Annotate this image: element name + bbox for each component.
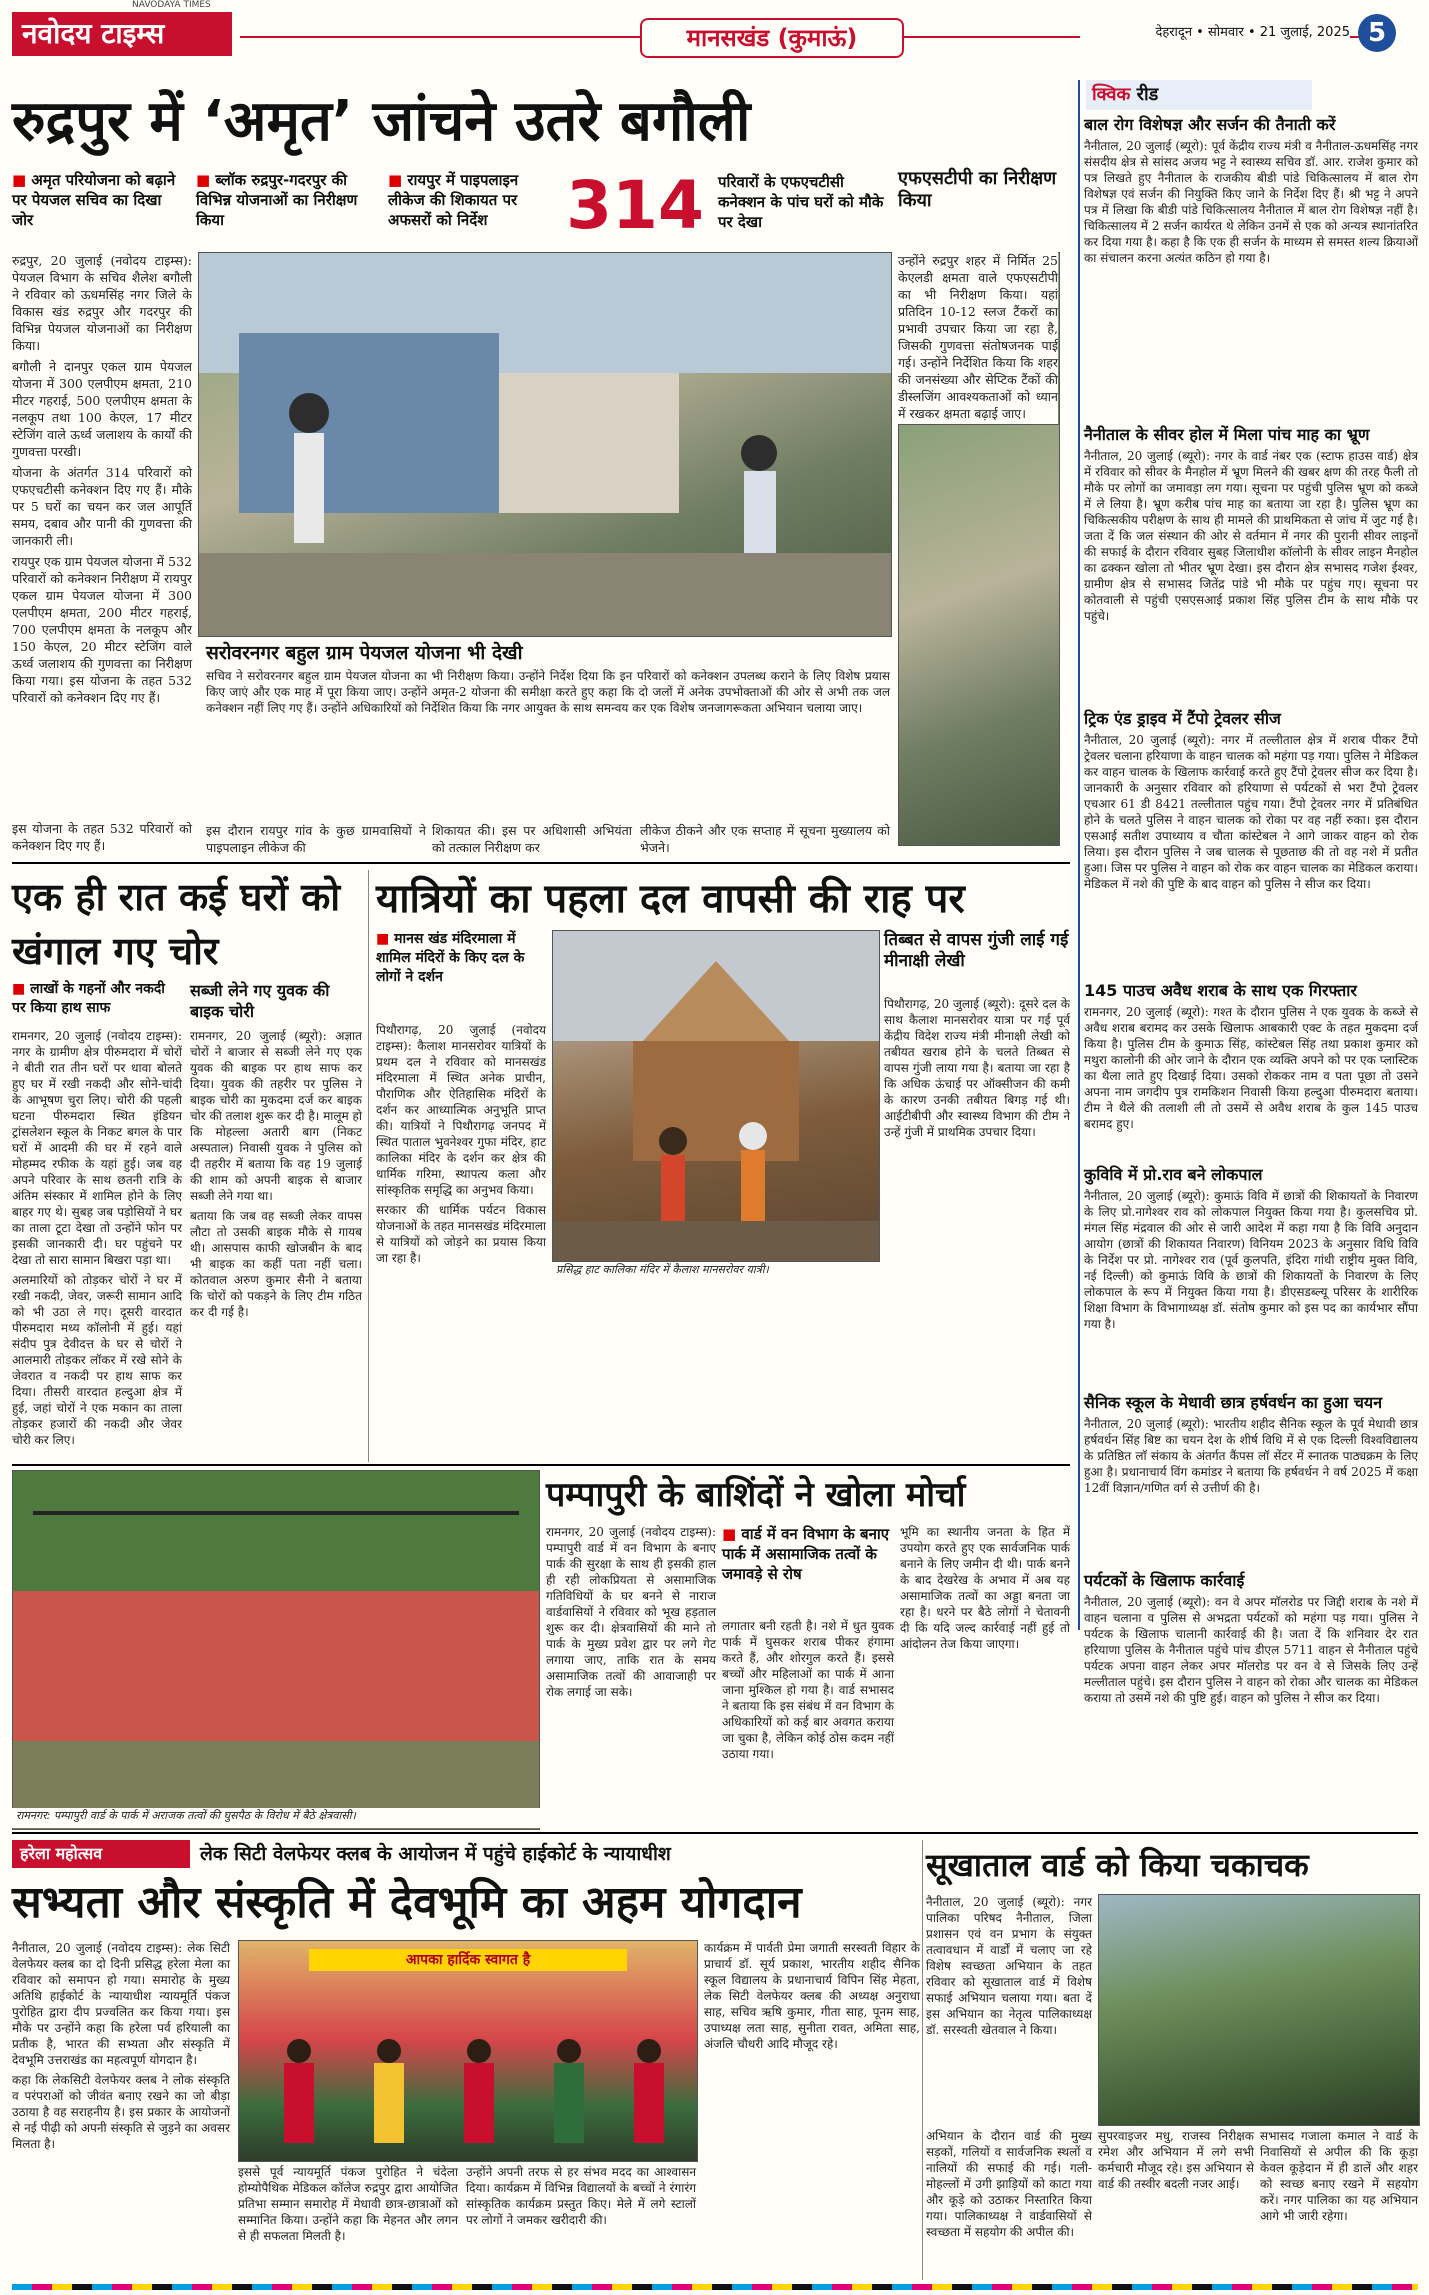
yatra-body-1 [376,1022,546,1462]
chor-headline: एक ही रात कई घरों को खंगाल गए चोर [12,875,341,973]
harela-banner: आपका हार्दिक स्वागत है [309,1949,627,1971]
pampapuri-photo [12,1470,540,1830]
yatra-body-1-p2: सरकार की धार्मिक पर्यटन विकास योजनाओं के तहत मानसखंड मंदिरमाला से यात्रियों को जोड़ने का प्रयास किया जा रहा है। [376,1203,546,1265]
yatra-photo [552,930,880,1262]
lead-bottom-4: लीकेज ठीकने और एक सप्ताह में सूचना मुख्यालय को भेजने। [640,823,890,855]
lead-kicker-1-text: ■ अमृत परियोजना को बढ़ाने पर पेयजल सचिव का दिखा जोर [12,170,182,230]
lead-col-1 [12,252,192,858]
qr-p7: नैनीताल, 20 जुलाई (ब्यूरो): वन वे अपर माॅलरोड पर जिद्दी शराब के नशे में वाहन चलाना व पुलिस से अभद्रता पर्यटकों को महंगा पड़ गया। पुलिस ने पर्यटक के खिलाफ चालानी कार्रवाई की है। जता दें कि शनिवार देर रात हरियाणा पुलिस के नैनीताल पहुंचे पांच डीएल 5711 वाहन से नैनीताल पहुंचे पर्यटक अपना वाहन लेकर अपर माॅलरोड पर वन वे से जिसके लिए उन्हें मल्लीताल पहुंचे। इस दौरान पुलिस ने वाहन को रोका और चालक का मेडिकल कराया तो उसमें नशे की पुष्टि हुई। वाहन को पुलिस ने सीज कर दिया। [1084,1595,1418,1705]
lead-p3: योजना के अंतर्गत 314 परिवारों को एफएचटीसी कनेक्शन दिए गए हैं। मौके पर 5 घरों का चयन कर जल आपूर्ति समय, दबाव और पानी की गुणवत्ता की जानकारी ली। [12,465,192,548]
harela-body-4: कार्यक्रम में पार्वती प्रेमा जगाती सरस्वती विहार के प्राचार्य डॉ. सूर्य प्रकाश, भारतीय शहीद सैनिक स्कूल विद्यालय के प्रधानाचार्य विपिन सिंह मेहता, लेक सिटी वेलफेयर क्लब की अध्यक्ष अनुराधा साह, सचिव ऋषि कुमार, गीता साह, पूनम साह, उपाध्यक्ष लता साह, सुनीता रावत, अमिता साह, अंजलि चौधरी आदि मौजूद रहे। [704,1941,920,2051]
chor-sub-1-text: ■ लाखों के गहनों और नकदी पर किया हाथ साफ [12,980,182,1018]
yatra-body-1-p1: पिथौरागढ़, 20 जुलाई (नवोदय टाइम्स): कैलाश मानसरोवर यात्रियों के प्रथम दल ने रविवार को मानसखंड मंदिरमाला में स्थित अनेक प्राचीन, पौराणिक और ऐतिहासिक मंदिरों के दर्शन कर आध्यात्मिक अनुभूति प्राप्त की। यात्रियों ने पिथौरागढ़ जनपद में स्थित पाताल भुवनेश्वर गुफा मंदिर, हाट कालिका मंदिर के दर्शन कर क्षेत्र की धार्मिक गरिमा, स्थापत्य कला और सांस्कृतिक समृद्धि का अनुभव किया। [376,1023,546,1197]
stp-block [898,168,1058,252]
lead-photo-head: सरोवरनगर बहुल ग्राम पेयजल योजना भी देखी [206,642,523,664]
sukhatal-body-1-p1: नैनीताल, 20 जुलाई (ब्यूरो): नगर पालिका परिषद नैनीताल, जिला प्रशासन एवं वन प्रभाग के संयुक्त तत्वावधान में वार्डों में चलाए जा रहे विशेष स्वच्छता अभियान के तहत रविवार को सूखाताल वार्ड में विशेष सफाई अभियान चलाया गया। बता दें इस अभियान का नेतृत्व पालिकाध्यक्ष डॉ. सरस्वती खेतवाल ने किया। [926,1895,1092,2037]
section-title: मानसखंड (कुमाऊं) [640,18,904,58]
sukhatal-photo [1098,1894,1420,2126]
stp-body: उन्होंने रुद्रपुर शहर में निर्मित 25 केएलडी क्षमता वाले एफएसटीपी का भी निरीक्षण किया। यहां प्रतिदिन 10-12 स्लज टैंकरों का प्रभावी उपचार किया जा रहा है, जिसकी गुणवत्ता संतोषजनक पाई गई। उन्होंने निर्देशित किया कि शहर की जनसंख्या और सेप्टिक टैंकों की डीस्लजिंग आवश्यकताओं को ध्यान में रखकर क्षमता बढ़ाई जाए। [898,252,1058,632]
harela-body-1-p1: नैनीताल, 20 जुलाई (नवोदय टाइम्स): लेक सिटी वेलफेयर क्लब का दो दिनी प्रसिद्ध हरेला मेला का रविवार को समापन हो गया। समारोह के मुख्य अतिथि हाईकोर्ट के न्यायाधीश न्यायमूर्ति पंकज पुरोहित द्वारा दीप प्रज्वलित कर किया गया। इस मौके पर उन्होंने कहा कि हरेला पर्व हरियाली का प्रतीक है, भारत की सभ्यता और संस्कृति में देवभूमि उत्तराखंड का महत्वपूर्ण योगदान है। [12,1941,230,2067]
pampapuri-body-1: रामनगर, 20 जुलाई (नवोदय टाइम्स): पम्पापुरी वार्ड में वन विभाग के बनाए पार्क की सुरक्षा के साथ ही इसकी हाल ही रही लोकप्रियता से असामाजिक गतिविधियों के घर बनने से नाराज वार्डवासियों ने रविवार को भूख हड़ताल शुरू कर दी। क्षेत्रवासियों की माने तो पार्क के मुख्य प्रवेश द्वार पर लगे गेट लगाया जाए, ताकि रात के समय असामाजिक तत्वों की आवाजाही पर रोक लगाई जा सके। [546,1525,716,1699]
lead-photo-body: सचिव ने सरोवरनगर बहुल ग्राम पेयजल योजना का भी निरीक्षण किया। उन्होंने निर्देश दिया कि इन परिवारों को कनेक्शन उपलब्ध कराने के लिए विशेष प्रयास किए जाएं और एक माह में पूरा किया जाए। उन्होंने अमृत-2 योजना की समीक्षा करते हुए कहा कि दो जलों में अनेक उपभोक्ताओं की ओर से अभी तक जल कनेक्शन नहीं लिए गए हैं। उन्होंने अधिकारियों को निर्देशित किया कि नगर आयुक्त के साथ समन्वय कर एक विशेष जनजागरूकता अभियान चलाया जाए। [206,669,890,715]
pampapuri-sub [722,1524,894,1614]
chor-body-2 [190,1028,362,1462]
lead-kicker-3-text: ■ रायपुर में पाइपलाइन लीकेज की शिकायत पर अफसरों को निर्देश [388,170,548,230]
chor-sub-1 [12,980,182,1026]
divider-chor [368,870,369,1462]
sukhatal-headline: सूखाताल वार्ड को किया चकाचक [926,1846,1309,1884]
quick-read-tag [1086,80,1312,110]
harela-photo [238,1940,698,2162]
qr-p5: नैनीताल, 20 जुलाई (ब्यूरो): कुमाऊं विवि में छात्रों की शिकायतों के निवारण के लिए प्रो.नागेश्वर राव को लोकपाल नियुक्त किया गया है। कुलसचिव प्रो. मंगल सिंह मंद्रवाल की ओर से जारी आदेश में कहा गया है कि विवि अनुदान आयोग (छात्रों की शिकायत निवारण) विनियम 2023 के अनुसार विधि विवि के निर्देश पर प्रो. नागेश्वर राव (पूर्व कुलपति, इंदिरा गांधी राष्ट्रीय मुक्त विवि, नई दिल्ली) को कुमाऊं विवि के छात्रों की शिकायतों के निवारण के लिए लोकपाल के रूप में नियुक्त किया गया है। डीएसडब्ल्यू परिसर के शारीरिक शिक्षा विभाग के विभागाध्यक्ष डॉ. संतोष कुमार को इस पद का कार्यभार सौंपा गया है। [1084,1189,1418,1331]
paper-logo-small: NAVODAYA TIMES [132,0,211,10]
pampapuri-body-2: लगातार बनी रहती है। नशे में धुत युवक पार्क में घुसकर शराब पीकर हंगामा करते हैं, और शोरगुल करते हैं। इससे बच्चों और महिलाओं का पार्क में आना जाना मुश्किल हो गया है। वार्ड सभासद ने बताया कि इस संबंध में वन विभाग के अधिकारियों को कई बार अवगत कराया जा चुका है, लेकिन कोई ठोस कदम नहीं उठाया गया। [722,1619,894,1761]
yatra-sub-2: तिब्बत से वापस गुंजी लाई गई मीनाक्षी लेखी [884,930,1069,971]
chor-body-2-p2: बताया कि जब वह सब्जी लेकर वापस लौटा तो उसकी बाइक मौके से गायब थी। आसपास काफी खोजबीन के बाद भी बाइक का कहीं पता नहीं चला। कोतवाल अरुण कुमार सैनी ने बताया कि चोरों को पकड़ने के लिए टीम गठित कर दी गई है। [190,1209,362,1319]
harela-tag: हरेला महोत्सव [12,1840,190,1868]
pampapuri-sub-text: ■ वार्ड में वन विभाग के बनाए पार्क में असामाजिक तत्वों के जमावड़े से रोष [722,1524,894,1584]
qr-h7: पर्यटकों के खिलाफ कार्रवाई [1084,1571,1245,1590]
page-number: 5 [1358,14,1396,52]
harela-headline: सभ्यता और संस्कृति में देवभूमि का अहम योगदान [12,1877,802,1928]
lead-p4: रायपुर एक ग्राम पेयजल योजना में 532 परिवारों को कनेक्शन निरीक्षण में रायपुर एकल ग्राम पेयजल योजना में 300 एलपीएम क्षमता, 200 मीटर गहराई, 700 एलपीएम क्षमता के नलकूप और 150 केएल, 20 मीटर स्टेजिंग वाले ऊर्ध्व जलाशय की गुणवत्ता का निरीक्षण किया गया। इस योजना के तहत 532 परिवारों को कनेक्शन दिए गए हैं। [12,554,192,705]
lead-headline: रुद्रपुर में ‘अमृत’ जांचने उतरे बगौली [12,89,751,154]
yatra-sub-1 [376,930,546,1020]
qr-h5: कुविवि में प्रो.राव बने लोकपाल [1084,1165,1263,1184]
lead-big-number: 314 [566,167,704,244]
harela-body-1 [12,1940,230,2280]
qr-p3: नैनीताल, 20 जुलाई (ब्यूरो): नगर में तल्लीताल क्षेत्र में शराब पीकर टैंपो ट्रेवलर चलाना हरियाणा के वाहन चालक को महंगा पड़ गया। पुलिस ने मेडिकल कर वाहन चालक के खिलाफ कार्रवाई करते हुए टैंपो ट्रेवलर सीज कर दिया है। जानकारी के अनुसार रविवार को हरियाणा से पर्यटकों से भरा टैंपो ट्रेवलर एचआर 61 डी 8421 तल्लीताल पहुंच गया। टैंपो ट्रेवलर नगर में प्रतिबंधित होने के चलते पुलिस ने वाहन चालक को रोका पर वह नहीं रुका। इस दौरान एसआई सतीश उपाध्याय व चौता कांस्टेबल ने आगे जाकर वाहन को रोक लिया। इस दौरान पुलिस ने जब चालक से पूछताछ की तो वह नशे में प्रतीत हुआ। जिस पर पुलिस ने वाहन को रोक कर वाहन चालक का मेडिकल कराया। मेडिकल में नशे की पुष्टि के बाद वाहन को पुलिस ने सीज कर दिया। [1084,733,1418,891]
divider-harela [922,1840,923,2280]
harela-body-2: इससे पूर्व न्यायमूर्ति पंकज पुरोहित ने चंदेला होम्योपैथिक मेडिकल कॉलेज रुद्रपुर द्वारा आयोजित प्रतिभा सम्मान समारोह में मेधावी छात्र-छात्राओं को सम्मानित किया। उन्होंने कहा कि मेहनत और लगन से ही सफलता मिलती है। [238,2165,458,2243]
qr-h2: नैनीताल के सीवर होल में मिला पांच माह का भ्रूण [1084,425,1370,444]
divider-yatra [12,1464,1070,1466]
stp-head: एफएसटीपी का निरीक्षण किया [898,168,1057,211]
divider-lead [12,862,1070,864]
yatra-sub-1-text: ■ मानस खंड मंदिरमाला में शामिल मंदिरों के किए दल के लोगों ने दर्शन [376,930,546,987]
harela-body-3: उन्होंने अपनी तरफ से हर संभव मदद का आश्वासन दिया। कार्यक्रम में विभिन्न विद्यालयों के बच्चों ने रंगारंग सांस्कृतिक कार्यक्रम प्रस्तुत किए। मेले में लगे स्टालों पर लोगों ने जमकर खरीदारी की। [466,2165,696,2227]
paper-logo-name: नवोदय टाइम्स [22,17,165,50]
dateline: देहरादून • सोमवार • 21 जुलाई, 2025 [1080,22,1350,42]
qr-h3: ट्रिक एंड ड्राइव में टैंपो ट्रेवलर सीज [1084,709,1281,728]
quick-read-tag-a: क्विक [1092,84,1131,105]
yatra-photo-illustration [553,931,879,1261]
qr-p6: नैनीताल, 20 जुलाई (ब्यूरो): भारतीय शहीद सैनिक स्कूल के पूर्व मेधावी छात्र हर्षवर्धन सिंह बिष्ट का चयन देश के शीर्ष विधि में से एक दिल्ली विश्वविद्यालय के प्रतिष्ठित लाॅ संकाय के अंतर्गत कैंपस लॉ सेंटर में स्नातक पाठ्यक्रम के लिए हुआ है। प्रधानाचार्य विंग कमांडर ने बताया कि हर्षवर्धन ने वर्ष 2025 में कक्षा 12वीं विज्ञान/गणित वर्ग से उत्तीर्ण की है। [1084,1417,1418,1495]
yatra-caption: प्रसिद्ध हाट कालिका मंदिर में कैलाश मानसरोवर यात्री। [552,1262,886,1280]
chor-body-2-p1: रामनगर, 20 जुलाई (ब्यूरो): अज्ञात चोरों ने बाजार से सब्जी लेने गए एक युवक की बाइक पर हाथ साफ कर दिया। युवक की तहरीर पर पुलिस ने बाइक चोरी का मुकदमा दर्ज कर बाइक चोर की तलाश शुरू कर दी है। मालूम हो कि मोहल्ला अतारी बाग (निकट अस्पताल) निवासी युवक ने पुलिस को दी तहरीर में बताया कि वह 19 जुलाई की शाम को अपनी बाइक से बाजार सब्जी लेने गया था। [190,1029,362,1203]
harela-dancers [239,1941,697,2161]
sukhatal-body-1 [926,1894,1092,2124]
sukhatal-body-4: सभासद गजाला कमाल ने वार्ड के निवासियों से अपील की कि कूड़ा केवल कूड़ेदान में ही डालें और शहर को स्वच्छ बनाए रखने में सहयोग करें। नगर पालिका का यह अभियान आगे भी जारी रहेगा। [1260,2129,1418,2223]
pampapuri-body-3: भूमि का स्थानीय जनता के हित में उपयोग करते हुए एक सार्वजनिक पार्क बनाने के लिए जमीन दी थी। पार्क बनने के बाद देखरेख के अभाव में अब यह असामाजिक तत्वों का अड्डा बनता जा रहा है। धरने पर बैठे लोगों ने चेतावनी दी कि यदि जल्द कार्रवाई नहीं हुई तो आंदोलन तेज किया जाएगा। [900,1525,1070,1651]
qr-h6: सैनिक स्कूल के मेधावी छात्र हर्षवर्धन का हुआ चयन [1084,1393,1383,1412]
lead-kicker-2 [196,170,376,242]
lead-bottom-3: शिकायत की। इस पर अधिशासी अभियंता को तत्काल निरीक्षण कर [432,823,632,855]
masthead [0,0,1429,70]
yatra-headline: यात्रियों का पहला दल वापसी की राह पर [376,876,965,922]
divider-pampapuri [12,1832,1418,1834]
pampapuri-caption: रामनगर: पम्पापुरी वार्ड के पार्क में अराजक तत्वों की घुसपैठ के विरोध में बैठे क्षेत्रवासी। [12,1808,546,1828]
sukhatal-body-2: अभियान के दौरान वार्ड की मुख्य सड़कों, गलियों व सार्वजनिक स्थलों व नालियों की सफाई की गई। गली-मोहल्लों में उगी झाड़ियों को काटा गया और कूड़े को उठाकर निस्तारित किया गया। पालिकाध्यक्ष ने वार्डवासियों से स्वच्छता में सहयोग की अपील की। [926,2129,1092,2239]
yatra-body-2: पिथौरागढ़, 20 जुलाई (ब्यूरो): दूसरे दल के साथ कैलाश मानसरोवर यात्रा पर गई पूर्व केंद्रीय विदेश राज्य मंत्री मीनाक्षी लेखी को तबीयत खराब होने के चलते तिब्बत से वापस गुंजी लाया गया है। बताया जा रहा है कि अधिक ऊंचाई पर ऑक्सीजन की कमी के कारण उनकी तबीयत बिगड़ गई थी। आईटीबीपी और स्वास्थ्य विभाग की टीम ने उन्हें गुंजी में प्राथमिक उपचार दिया। [884,997,1070,1139]
chor-body-1 [12,1028,182,1462]
lead-kicker-1 [12,170,182,242]
lead-p2: बगौली ने दानपुर एकल ग्राम पेयजल योजना में 300 एलपीएम क्षमता, 210 मीटर गहराई, 500 एलपीएम क्षमता के नलकूप तथा 100 केएल, 17 मीटर स्टेजिंग वाले ऊर्ध्व जलाशय के कार्यों की गुणवत्ता परखी। [12,359,192,459]
lead-kicker-2-text: ■ ब्लॉक रुद्रपुर-गदरपुर की विभिन्न योजनाओं का निरीक्षण किया [196,170,376,230]
chor-sub-2: सब्जी लेने गए युवक की बाइक चोरी [190,981,330,1021]
quick-read-tag-b: रीड [1130,84,1159,105]
qr-h1: बाल रोग विशेषज्ञ और सर्जन की तैनाती करें [1084,115,1336,134]
qr-p4: रामनगर, 20 जुलाई (ब्यूरो): गश्त के दौरान पुलिस ने एक युवक के कब्जे से अवैध शराब बरामद कर उसके खिलाफ आबकारी एक्ट के तहत मुकदमा दर्ज किया है। पुलिस टीम के कुमाऊ सिंह, कांस्टेबल सिंह तथा प्रकाश कुमार को मथुरा कालोनी की ओर जाने के दौरान एक व्यक्ति अपने को पर एक प्लास्टिक का थैला लाते हुए दिखाई दिया। उसको रोककर नाम व पता पूछा तो उसने अपना नाम जगदीप पुत्र रामकिशन निवासी किया हल्दुआ पीरुमदारा बताया। टीम ने थैले की तलाशी ली तो उसमें से अवैध शराब के कुल 145 पाउच बरामद हुए। [1084,1005,1418,1131]
paper-logo [12,0,232,56]
lead-bottom-2: इस दौरान रायपुर गांव के कुछ ग्रामवासियों ने पाइपलाइन लीकेज की [206,823,426,855]
registration-strip [12,2284,1418,2290]
chor-body-1-p2: अलमारियों को तोड़कर चोरों ने घर में रखी नकदी, जेवर, जरूरी सामान आदि को भी उठा ले गए। दूसरी वारदात पीरुमदारा मध्य कॉलोनी में हुई। यहां संदीप पुत्र देवीदत्त के घर से चोरों ने आलमारी तोड़कर लॉकर में रखे सोने के जेवरात व नकदी पर हाथ साफ कर दिया। तीसरी वारदात हल्दुआ क्षेत्र में हुई, जहां चोरों ने एक मकान का ताला तोड़कर हजारों की नकदी और जेवर चोरी कर लिए। [12,1273,182,1447]
lead-photo-3 [898,424,1060,846]
chor-body-1-p1: रामनगर, 20 जुलाई (नवोदय टाइम्स): नगर के ग्रामीण क्षेत्र पीरुमदारा में चोरों ने बीती रात तीन घरों पर धावा बोलते हुए घर में रखी नकदी और सोने-चांदी के आभूषण चुरा लिए। चोरी की पहली घटना पीरुमदारा स्थित इंडियन ट्रांसलेशन स्कूल के निकट बगल के पार घरों में आदमी की घर में रहने वाले मोहम्मद रफीक के यहां हुई। जब वह अपने परिवार के साथ छतनी रात्रि के अंतिम संस्कार में शामिल होने के लिए बाहर गए थे। सुबह जब पड़ोसियों ने घर का ताला टूटा देखा तो उन्होंने फोन पर इसकी जानकारी दी। घर पहुंचने पर देखा तो सारा सामान बिखरा पड़ा था। [12,1029,182,1267]
lead-p1: रुद्रपुर, 20 जुलाई (नवोदय टाइम्स): पेयजल विभाग के सचिव शैलेश बगौली ने रविवार को ऊधमसिंह नगर जिले के विकास खंड रुद्रपुर और गदरपुर की विभिन्न पेयजल योजनाओं का निरीक्षण किया। [12,253,192,353]
lead-photo [198,252,892,637]
qr-p2: नैनीताल, 20 जुलाई (ब्यूरो): नगर के वार्ड नंबर एक (स्टाफ हाउस वार्ड) क्षेत्र में रविवार को सीवर के मैनहोल में भ्रूण मिलने की खबर क्षण की तरह फैली तो मौके पर लोगों का जमावड़ा लग गया। सूचना पर पहुंची पुलिस भ्रूण को कब्जे में ले लिया है। भ्रूण करीब पांच माह का बताया जा रहा है। पुलिस भ्रूण का चिकित्सकीय परीक्षण के साथ ही मामले की प्राथमिकता से जांच में जुट गई है। जता दें कि जल संस्थान की ओर से वर्तमान में नगर की पुरानी सीवर लाइनों की सफाई के दौरान रविवार सुबह जिलाधीश कॉलोनी के सीवर लाइन मैनहोल का ढक्कन खोला तो भीतर भ्रूण देखा। इस दौरान क्षेत्र सभासद गजेश ईश्वर, ग्रामीण क्षेत्र से सभासद जितेंद्र पांडे भी मौके पर पहुंच गए। सूचना पर कोतवाली से पहुंची एसएसआई प्रकाश सिंह पुलिस टीम के साथ मौके पर पहुंचे। [1084,449,1418,623]
qr-p1: नैनीताल, 20 जुलाई (ब्यूरो): पूर्व केंद्रीय राज्य मंत्री व नैनीताल-ऊधमसिंह नगर संसदीय क्षेत्र से सांसद अजय भट्ट ने स्वास्थ्य सचिव डॉ. आर. राजेश कुमार को पत्र लिखते हुए नैनीताल के राजकीय बीडी पांडे चिकित्सालय में बाल रोग विशेषज्ञ एवं सर्जन की नियुक्ति किए जाने के निर्देश दिए हैं। श्री भट्ट ने अपने पत्र में लिखा कि बीडी पांडे चिकित्सालय नैनीताल में बाल रोग विशेषज्ञ नहीं है। चिकित्सालय में 2 सर्जन कार्यरत थे लेकिन उनमें से एक को अन्यत्र स्थानांतरित कर दिया गया है। कहा है कि एक ही सर्जन के माध्यम से समस्त शल्य क्रियाओं का संचालन करना अत्यंत कठिन हो गया है। [1084,139,1418,265]
sukhatal-body-3: सुपरवाइजर मधु, राजस्व निरीक्षक रमेश और अभियान में लगे सभी कर्मचारी मौजूद रहे। इस अभियान से वार्ड की तस्वीर बदली नजर आई। [1098,2129,1254,2191]
harela-strap: लेक सिटी वेलफेयर क्लब के आयोजन में पहुंचे हाईकोर्ट के न्यायाधीश [200,1843,671,1865]
lead-bottom-1: इस योजना के तहत 532 परिवारों को कनेक्शन दिए गए हैं। [12,821,192,853]
pampapuri-photo-illustration [13,1471,539,1829]
harela-body-1-p2: कहा कि लेकसिटी वेलफेयर क्लब ने लोक संस्कृति व परंपराओं को जीवंत बनाए रखने का जो बीड़ा उठाया है वह सराहनीय है। इस प्रकार के आयोजनों से नई पीढ़ी को अपनी संस्कृति से जुड़ने का अवसर मिलता है। [12,2073,230,2151]
pampapuri-headline: पम्पापुरी के बाशिंदों ने खोला मोर्चा [546,1475,966,1515]
lead-kicker-3 [388,170,548,242]
lead-photo-illustration [199,253,891,636]
qr-h4: 145 पाउच अवैध शराब के साथ एक गिरफ्तार [1084,981,1357,1000]
lead-big-number-text: परिवारों के एफएचटीसी कनेक्शन के पांच घरों को मौके पर देखा [718,173,884,231]
